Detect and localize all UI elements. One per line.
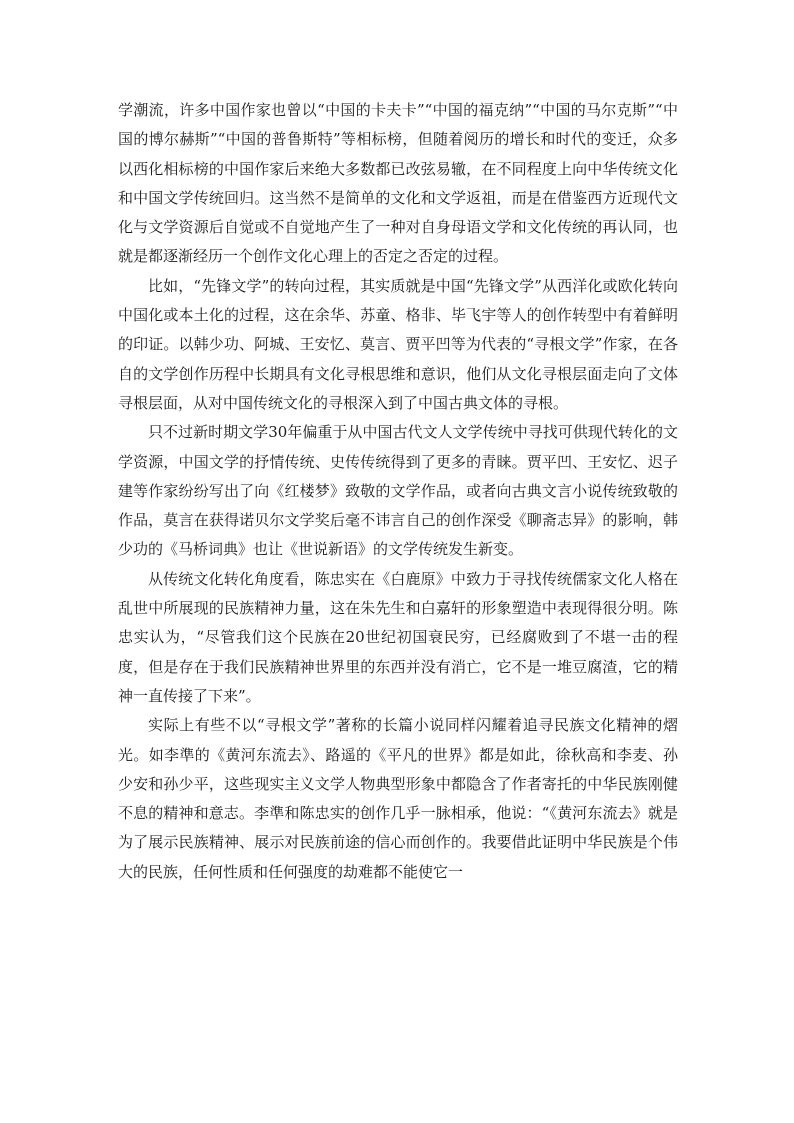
paragraph: 比如，“先锋文学”的转向过程，其实质就是中国“先锋文学”从西洋化或欧化转向中国化或本土化的过程，这在余华、苏童、格非、毕飞宇等人的创作转型中有着鲜明的印证。以韩少功、阿城、王安忆、莫言、贾平凹等为代表的“寻根文学”作家，在各自的文学创作历程中长期具有文化寻根思维和意识，他们从文化寻根层面走向了文体寻根层面，从对中国传统文化的寻根深入到了中国古典文体的寻根。 (118, 276, 678, 412)
paragraph: 只不过新时期文学30年偏重于从中国古代文人文学传统中寻找可供现代转化的文学资源，中国文学的抒情传统、史传传统得到了更多的青睐。贾平凹、王安忆、迟子建等作家纷纷写出了向《红楼梦》致敬的文学作品，或者向古典文言小说传统致敬的作品，莫言在获得诺贝尔文学奖后毫不讳言自己的创作深受《聊斋志异》的影响，韩少功的《马桥词典》也让《世说新语》的文学传统发生新变。 (118, 423, 678, 559)
paragraph: 实际上有些不以“寻根文学”著称的长篇小说同样闪耀着追寻民族文化精神的熠光。如李準的《黄河东流去》、路遥的《平凡的世界》都是如此，徐秋高和李麦、孙少安和孙少平，这些现实主义文学人物典型形象中都隐含了作者寄托的中华民族刚健不息的精神和意志。李準和陈忠实的创作几乎一脉相承，他说：“《黄河东流去》就是为了展示民族精神、展示对民族前途的信心而创作的。我要借此证明中华民族是个伟大的民族，任何性质和任何强度的劫难都不能使它一 (118, 716, 678, 881)
paragraph: 从传统文化转化角度看，陈忠实在《白鹿原》中致力于寻找传统儒家文化人格在乱世中所展现的民族精神力量，这在朱先生和白嘉轩的形象塑造中表现得很分明。陈忠实认为，“尽管我们这个民族在20世纪初国衰民穷，已经腐败到了不堪一击的程度，但是存在于我们民族精神世界里的东西并没有消亡，它不是一堆豆腐渣，它的精神一直传接了下来”。 (118, 569, 678, 705)
paragraph: 学潮流，许多中国作家也曾以“中国的卡夫卡”“中国的福克纳”“中国的马尔克斯”“中国的博尔赫斯”“中国的普鲁斯特”等相标榜，但随着阅历的增长和时代的变迁，众多以西化相标榜的中国作家后来绝大多数都已改弦易辙，在不同程度上向中华传统文化和中国文学传统回归。这当然不是简单的文化和文学返祖，而是在借鉴西方近现代文化与文学资源后自觉或不自觉地产生了一种对自身母语文学和文化传统的再认同，也就是都逐渐经历一个创作文化心理上的否定之否定的过程。 (118, 101, 678, 266)
document-page (118, 96, 678, 887)
